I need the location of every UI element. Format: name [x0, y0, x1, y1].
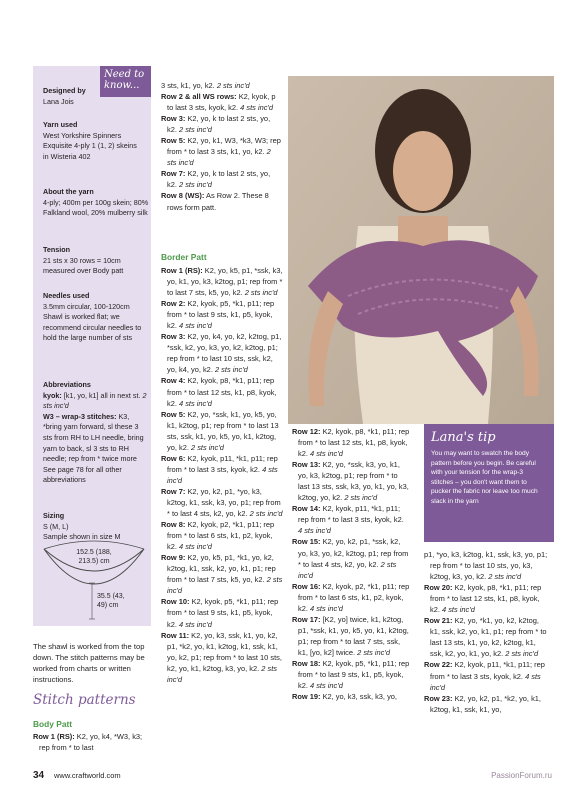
row-increase: 2 sts inc'd [486, 572, 522, 582]
body-patt-column-start [33, 731, 151, 753]
row-label: Row 20: [424, 583, 453, 593]
row-instruction: K2, kyok, p to last 3 sts, kyok, k2. [167, 92, 276, 113]
row-label: Row 11: [161, 630, 190, 640]
row-label: Row 2: [161, 299, 186, 309]
stitch-patterns-heading: Stitch patterns [33, 692, 136, 708]
row-increase: 2 sts inc'd [355, 647, 390, 657]
row-increase: 2 sts inc'd [176, 125, 212, 135]
row-increase: 4 sts inc'd [167, 464, 278, 485]
pattern-row [161, 331, 283, 375]
abbreviations-heading: Abbreviations [43, 380, 91, 389]
row-increase: 4 sts inc'd [176, 321, 212, 331]
pattern-row [292, 459, 410, 503]
width-measurement: 152.5 (188, 213.5) cm [76, 549, 112, 565]
sizing-heading: Sizing [43, 511, 65, 520]
row-instruction: K2, kyok, p8, *k1, p11; rep from * to last 12 sts, k1, p8, kyok, k2. [167, 376, 277, 408]
row-label: Row 12: [292, 427, 321, 436]
row-instruction: K2, yo, k2, p1, *k2, yo, k1, k2tog, k1, ssk, k1, yo, [430, 693, 541, 714]
abbreviations-section [43, 380, 147, 486]
pattern-row [292, 658, 410, 691]
row-instruction: [K2, yo] twice, k1, k2tog, p1, *ssk, k1, yo, k5, yo, k1, k2tog, p1; rep from * to last 7 sts, ssk, k1, [yo, k2] twice. [298, 614, 409, 657]
shawl-schematic [40, 535, 148, 620]
need-to-know-tab: Need to know... [100, 66, 151, 97]
see-page-note: See page 78 for all other abbreviations [43, 464, 122, 485]
row-instruction: 3 sts, k1, yo, k2. [161, 81, 215, 90]
row-instruction: K2, kyok, p5, *k1, p11; rep from * to last 9 sts, k1, p5, kyok, k2. [167, 597, 279, 629]
needles-text: 3.5mm circular, 100-120cm Shawl is worked flat; we recommend circular needles to hold the large number of sts [43, 301, 142, 343]
pattern-row [161, 409, 283, 453]
sample-text: Sample shown in size M [43, 532, 121, 542]
intro-paragraph: The shawl is worked from the top down. The stitch patterns may be worked from charts or written instructions. [33, 642, 145, 684]
pattern-row [161, 190, 281, 212]
row-label: Row 10: [161, 597, 190, 607]
pattern-row [292, 426, 410, 459]
row-label: Row 1 (RS): [161, 266, 203, 275]
pattern-row [161, 552, 283, 596]
row-instruction: K2, kyok, p11, *k1, p11; rep from * to last 3 sts, kyok, k2. [167, 453, 278, 474]
row-label: Row 6: [161, 453, 186, 463]
row-instruction: K2, kyok, p8, *k1, p11; rep from * to last 12 sts, k1, p8, kyok, k2. [298, 427, 410, 459]
row-instruction: K2, yo, k5, p1, *k1, yo, k2, k2tog, k1, ssk, k2, yo, k1, p1; rep from * to last 7 sts, k5, yo, k2. [167, 553, 276, 585]
row-instruction: K2, yo, k2, p1, *ssk, k2, yo, k3, yo, k2, k2tog, p1; rep from * to last 4 sts, k2, yo, k2. [298, 537, 409, 569]
row-label: Row 2 & all WS rows: [161, 92, 237, 102]
row-instruction: K2, yo, k4, yo, k2, k2tog, p1, *ssk, k2, yo, k3, yo, k2, k2tog, p1; rep from * to last 10 sts, ssk, k2, yo, k4, yo, k2. [167, 332, 282, 375]
pattern-row [161, 80, 281, 91]
row-label: Row 5: [161, 409, 186, 419]
yarn-used-heading: Yarn used [43, 120, 78, 129]
row-increase: 2 sts inc'd [214, 81, 250, 90]
pattern-row [292, 581, 410, 614]
border-patt-column-3 [292, 426, 410, 702]
row-increase: 2 sts inc'd [503, 649, 539, 659]
tip-title: Lana's tip [431, 430, 496, 445]
row-increase: 4 sts inc'd [176, 398, 212, 408]
row-increase: 2 sts inc'd [212, 365, 248, 375]
needles-section [43, 291, 149, 344]
designer-name: Lana Jois [43, 96, 74, 106]
pattern-row [161, 113, 281, 135]
row-instruction: K2, yo, *ssk, k1, yo, k5, yo, k1, k2tog, p1; rep from * to last 13 sts, ssk, k1, yo, k5, yo, k1, k2tog, yo, k2. [167, 409, 279, 452]
row-label: Row 16: [292, 581, 321, 591]
pattern-row [424, 659, 548, 692]
row-instruction: K2, kyok, p5, *k1, p11; rep from * to last 9 sts, k1, p5, kyok, k2. [167, 299, 275, 331]
row-increase: 4 sts inc'd [307, 603, 343, 613]
about-yarn-text: 4-ply; 400m per 100g skein; 80% Falkland wool, 20% mulberry silk [43, 197, 149, 218]
yarn-used-text: West Yorkshire Spinners Exquisite 4-ply 1 (1, 2) skeins in Wisteria 402 [43, 130, 137, 161]
pattern-row [161, 168, 281, 190]
yarn-used-section [43, 120, 143, 162]
pattern-row [424, 582, 548, 615]
row-label: Row 21: [424, 616, 453, 626]
row-label: Row 9: [161, 553, 186, 563]
pattern-row [161, 375, 283, 408]
row-instruction: K2, yo, *k1, yo, k2, k2tog, k1, ssk, k2, yo, k1, p1; rep from * to last 13 sts, k1, yo, k2, k2tog, k1, ssk, k2, yo, k1, yo, k2. [430, 616, 547, 659]
row-label: Row 18: [292, 658, 321, 668]
row-increase: 4 sts inc'd [439, 605, 475, 615]
row-instruction: K2, yo, k3, ssk, k3, yo, [320, 692, 397, 702]
row-increase: 4 sts inc'd [307, 449, 343, 459]
row-label: Row 15: [292, 537, 321, 547]
pattern-row [161, 298, 283, 331]
row-instruction: K2, yo, *ssk, k3, yo, k1, yo, k3, k2tog, p1; rep from * to last 13 sts, ssk, k3, yo, k1, yo, k3, k2tog, yo, k2. [298, 460, 409, 503]
row-label: Row 14: [292, 504, 321, 514]
about-yarn-section [43, 187, 153, 219]
needles-heading: Needles used [43, 291, 90, 300]
row-increase: 2 sts inc'd [188, 442, 224, 452]
pattern-row [424, 549, 548, 582]
row-label: Row 23: [424, 693, 453, 703]
pattern-row [161, 486, 283, 519]
pattern-row [161, 519, 283, 552]
depth-measurement: 35.5 (43, 49) cm [97, 593, 125, 609]
pattern-row [161, 596, 283, 629]
row-label: Row 1 (RS): [33, 732, 75, 741]
row-label: Row 7: [161, 169, 186, 179]
row-increase: 4 sts inc'd [176, 542, 212, 552]
border-patt-heading: Border Patt [161, 252, 207, 262]
designed-by-section [43, 86, 153, 107]
row-label: Row 8: [161, 520, 186, 530]
pattern-row [292, 503, 410, 536]
model-photo [288, 76, 554, 424]
row-instruction: K2, yo, k to last 2 sts, yo, k2. [167, 114, 271, 135]
row-label: Row 3: [161, 114, 186, 124]
about-yarn-heading: About the yarn [43, 187, 94, 196]
pattern-row [292, 691, 410, 702]
row-instruction: K2, kyok, p2, *k1, p11; rep from * to last 6 sts, k1, p2, kyok, k2. [167, 520, 275, 552]
row-increase: 2 sts inc'd [167, 147, 271, 168]
row-label: Row 13: [292, 460, 321, 470]
row-increase: 4 sts inc'd [298, 526, 331, 536]
pattern-row [161, 630, 283, 685]
kyok-definition: [k1, yo, k1] all in next st. [61, 390, 141, 400]
tension-section [43, 245, 143, 277]
row-instruction: K2, yo, k2, p1, *yo, k3, k2tog, k1, ssk, k3, yo, p1; rep from * to last 4 sts, k2, yo, k2. [167, 486, 281, 519]
designed-by-heading: Designed by [43, 86, 86, 95]
sizing-text: S (M, L) [43, 521, 69, 531]
lanas-tip-box [424, 424, 554, 542]
row-label: Row 17: [292, 614, 321, 624]
row-increase: 2 sts inc'd [242, 288, 278, 298]
row-increase: 2 sts inc'd [176, 180, 212, 190]
row-increase: 4 sts inc'd [307, 681, 343, 691]
pattern-row [161, 265, 283, 298]
row-increase: 4 sts inc'd [430, 671, 541, 692]
row-instruction: K2, kyok, p11, *k1, p11; rep from * to last 3 sts, kyok, k2. [298, 504, 404, 525]
row-instruction: K2, kyok, p11, *k1, p11; rep from * to last 3 sts, kyok, k2. [430, 660, 545, 681]
pattern-row [161, 453, 283, 486]
kyok-term: kyok: [43, 390, 62, 400]
row-increase: 2 sts inc'd [247, 509, 283, 519]
row-increase: 2 sts inc'd [298, 559, 397, 580]
row-instruction: K2, yo, k1, W3, *k3, W3; rep from * to last 3 sts, k1, yo, k2. [167, 136, 281, 157]
row-instruction: K2, yo, k5, p1, *ssk, k3, yo, k1, yo, k3, k2tog, p1; rep from * to last 7 sts, k5, yo, k2. [167, 266, 283, 298]
pattern-row [292, 536, 410, 580]
border-patt-column-4 [424, 549, 548, 715]
border-patt-column [161, 265, 283, 685]
row-label: Row 5: [161, 136, 186, 146]
row-label: Row 7: [161, 486, 186, 496]
body-patt-continued [161, 80, 281, 213]
row-increase: 2 sts inc'd [167, 575, 283, 596]
shawl-schematic-drawing [40, 535, 148, 620]
row-label: Row 4: [161, 376, 186, 386]
w3-definition: K3, *bring yarn forward, sl these 3 sts from RH to LH needle, bring yarn to back, sl 3 sts to RH needle; rep from * twice more [43, 411, 144, 464]
pattern-row [161, 135, 281, 168]
row-increase: 2 sts inc'd [167, 663, 277, 684]
row-instruction: K2, kyok, p5, *k1, p11; rep from * to last 9 sts, k1, p5, kyok, k2. [298, 658, 410, 691]
model-wearing-shawl-image [288, 76, 554, 424]
row-label: Row 19: [292, 692, 321, 702]
pattern-row [424, 693, 548, 715]
kyok-increase: 2 sts inc'd [43, 390, 147, 411]
row-increase: 4 sts inc'd [176, 619, 212, 629]
footer-url: www.craftworld.com [54, 771, 121, 780]
row-increase: 4 sts inc'd [238, 103, 274, 113]
watermark: PassionForum.ru [491, 771, 552, 780]
pattern-row [161, 91, 281, 113]
tension-heading: Tension [43, 245, 71, 254]
pattern-row [292, 614, 410, 658]
row-instruction: As Row 2. These 8 rows form patt. [167, 191, 269, 212]
row-label: Row 8 (WS): [161, 191, 205, 201]
pattern-row [424, 615, 548, 659]
tension-text: 21 sts x 30 rows = 10cm measured over Body patt [43, 255, 124, 276]
body-patt-heading: Body Patt [33, 719, 73, 729]
pattern-row [33, 731, 151, 753]
tip-text: You may want to swatch the body pattern before you begin. Be careful with your tension for the wrap-3 stitches – you don't want them to pucker the fabric nor leave too much slack in the yarn [431, 450, 538, 505]
w3-term: W3 – wrap-3 stitches: [43, 411, 117, 421]
row-instruction: K2, kyok, p2, *k1, p11; rep from * to last 6 sts, k1, p2, kyok, k2. [298, 581, 410, 613]
row-instruction: K2, yo, k3, ssk, k1, yo, k2, p1, *k2, yo, k1, k2tog, k1, ssk, k1, yo, k2, p1; rep from * to last 10 sts, k2, yo, k1, k2tog, k3, yo, k2. [167, 630, 282, 673]
row-instruction: K2, yo, k4, *W3, k3; rep from * to last [39, 732, 143, 753]
page-number: 34 [33, 770, 45, 781]
row-instruction: K2, yo, k to last 2 sts, yo, k2. [167, 169, 271, 190]
row-instruction: p1, *yo, k3, k2tog, k1, ssk, k3, yo, p1; rep from * to last 10 sts, yo, k3, k2tog, k3, yo, k2. [424, 550, 548, 582]
row-label: Row 22: [424, 660, 453, 670]
row-label: Row 3: [161, 332, 186, 342]
row-increase: 2 sts inc'd [342, 493, 378, 503]
row-instruction: K2, kyok, p8, *k1, p11; rep from * to last 12 sts, k1, p8, kyok, k2. [430, 583, 542, 615]
